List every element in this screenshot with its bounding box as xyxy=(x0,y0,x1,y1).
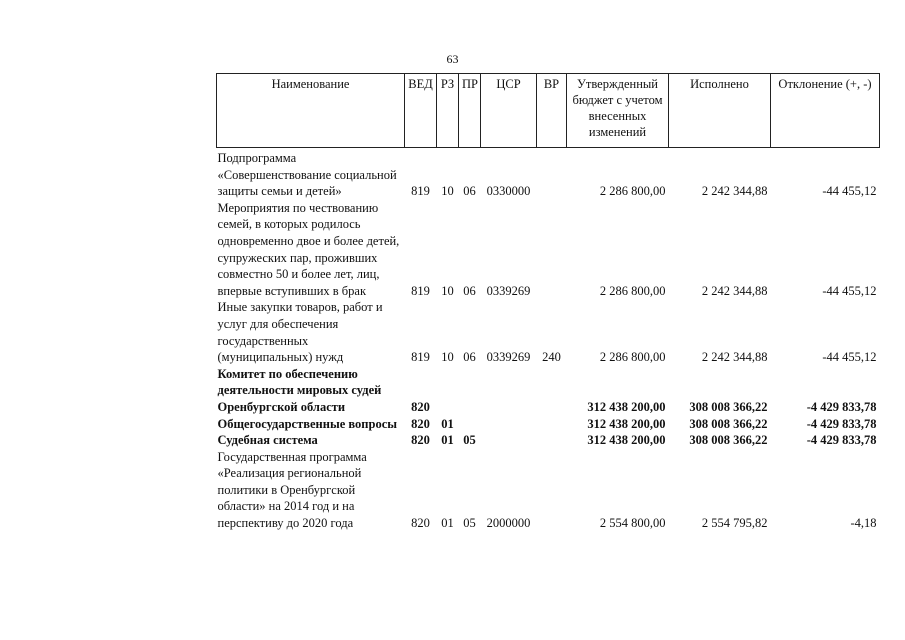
row-approved: 2 286 800,00 xyxy=(599,184,666,199)
row-executed: 2 242 344,88 xyxy=(701,350,768,365)
row-vr xyxy=(537,148,567,200)
row-csr: 2000000 xyxy=(486,516,531,531)
row-pr xyxy=(459,416,481,433)
row-name: Комитет по обеспечению деятельности мировых судей Оренбургской области xyxy=(217,366,382,414)
row-ved: 820 xyxy=(411,416,430,431)
row-rz: 10 xyxy=(441,184,454,199)
row-deviation: -4 429 833,78 xyxy=(806,416,877,431)
row-executed: 2 242 344,88 xyxy=(701,184,768,199)
header-rz: РЗ xyxy=(437,74,459,148)
row-executed: 308 008 366,22 xyxy=(689,416,768,431)
row-rz: 01 xyxy=(441,416,454,431)
row-name: Иные закупки товаров, работ и услуг для обеспечения государственных (муниципальных) нужд xyxy=(217,300,383,365)
row-executed: 308 008 366,22 xyxy=(689,399,768,414)
row-csr: 0339269 xyxy=(486,283,531,298)
row-deviation: -4 429 833,78 xyxy=(806,433,877,448)
row-pr: 06 xyxy=(463,184,476,199)
row-rz: 10 xyxy=(441,350,454,365)
header-row xyxy=(217,74,880,148)
row-rz: 01 xyxy=(441,516,454,531)
row-approved: 312 438 200,00 xyxy=(587,399,666,414)
row-csr: 0330000 xyxy=(486,184,531,199)
row-approved: 312 438 200,00 xyxy=(587,416,666,431)
row-vr: 240 xyxy=(542,350,561,365)
row-rz xyxy=(437,366,459,416)
row-deviation: -4 429 833,78 xyxy=(806,399,877,414)
row-name: Общегосударственные вопросы xyxy=(217,416,398,431)
row-ved: 820 xyxy=(411,516,430,531)
row-vr xyxy=(537,366,567,416)
header-pr: ПР xyxy=(459,74,481,148)
row-approved: 2 286 800,00 xyxy=(599,350,666,365)
table-body xyxy=(217,148,880,532)
row-ved: 820 xyxy=(411,399,430,414)
row-deviation: -44 455,12 xyxy=(822,184,877,199)
table-header xyxy=(217,74,880,148)
table-row xyxy=(217,432,880,449)
row-rz: 01 xyxy=(441,433,454,448)
header-vr: ВР xyxy=(537,74,567,148)
row-csr xyxy=(481,366,537,416)
row-deviation: -44 455,12 xyxy=(822,283,877,298)
header-deviation: Отклонение (+, -) xyxy=(771,74,880,148)
table-row xyxy=(217,299,880,365)
row-vr xyxy=(537,416,567,433)
row-vr xyxy=(537,200,567,300)
row-name: Подпрограмма «Совершенствование социальной защиты семьи и детей» xyxy=(217,151,397,199)
table-row xyxy=(217,148,880,200)
row-approved: 2 286 800,00 xyxy=(599,283,666,298)
row-pr: 05 xyxy=(463,516,476,531)
header-name: Наименование xyxy=(217,74,405,148)
row-vr xyxy=(537,449,567,532)
row-pr xyxy=(459,366,481,416)
row-executed: 308 008 366,22 xyxy=(689,433,768,448)
row-csr xyxy=(481,416,537,433)
row-deviation: -4,18 xyxy=(850,516,877,531)
row-ved: 819 xyxy=(411,283,430,298)
table-row xyxy=(217,200,880,300)
row-ved: 819 xyxy=(411,184,430,199)
row-csr: 0339269 xyxy=(486,350,531,365)
row-name: Мероприятия по чествованию семей, в которых родилось одновременно двое и более детей, супружеских пар, проживших совместно 50 и более лет, лиц, впервые вступивших в брак xyxy=(217,200,400,298)
budget-table xyxy=(216,73,880,532)
row-executed: 2 554 795,82 xyxy=(701,516,768,531)
header-approved: Утвержденный бюджет с учетом внесенных изменений xyxy=(567,74,669,148)
row-executed: 2 242 344,88 xyxy=(701,283,768,298)
row-ved: 819 xyxy=(411,350,430,365)
table-row xyxy=(217,366,880,416)
row-pr: 06 xyxy=(463,283,476,298)
row-csr xyxy=(481,432,537,449)
table-row xyxy=(217,416,880,433)
row-approved: 312 438 200,00 xyxy=(587,433,666,448)
header-csr: ЦСР xyxy=(481,74,537,148)
row-pr: 05 xyxy=(463,433,476,448)
header-executed: Исполнено xyxy=(669,74,771,148)
row-rz: 10 xyxy=(441,283,454,298)
page-number: 63 xyxy=(446,52,459,66)
row-name: Государственная программа «Реализация региональной политики в Оренбургской области» на 2014 год и на перспективу до 2020 года xyxy=(217,449,367,531)
row-name: Судебная система xyxy=(217,433,318,448)
table-row xyxy=(217,449,880,532)
row-vr xyxy=(537,432,567,449)
row-pr: 06 xyxy=(463,350,476,365)
header-ved: ВЕД xyxy=(405,74,437,148)
row-ved: 820 xyxy=(411,433,430,448)
row-deviation: -44 455,12 xyxy=(822,350,877,365)
row-approved: 2 554 800,00 xyxy=(599,516,666,531)
